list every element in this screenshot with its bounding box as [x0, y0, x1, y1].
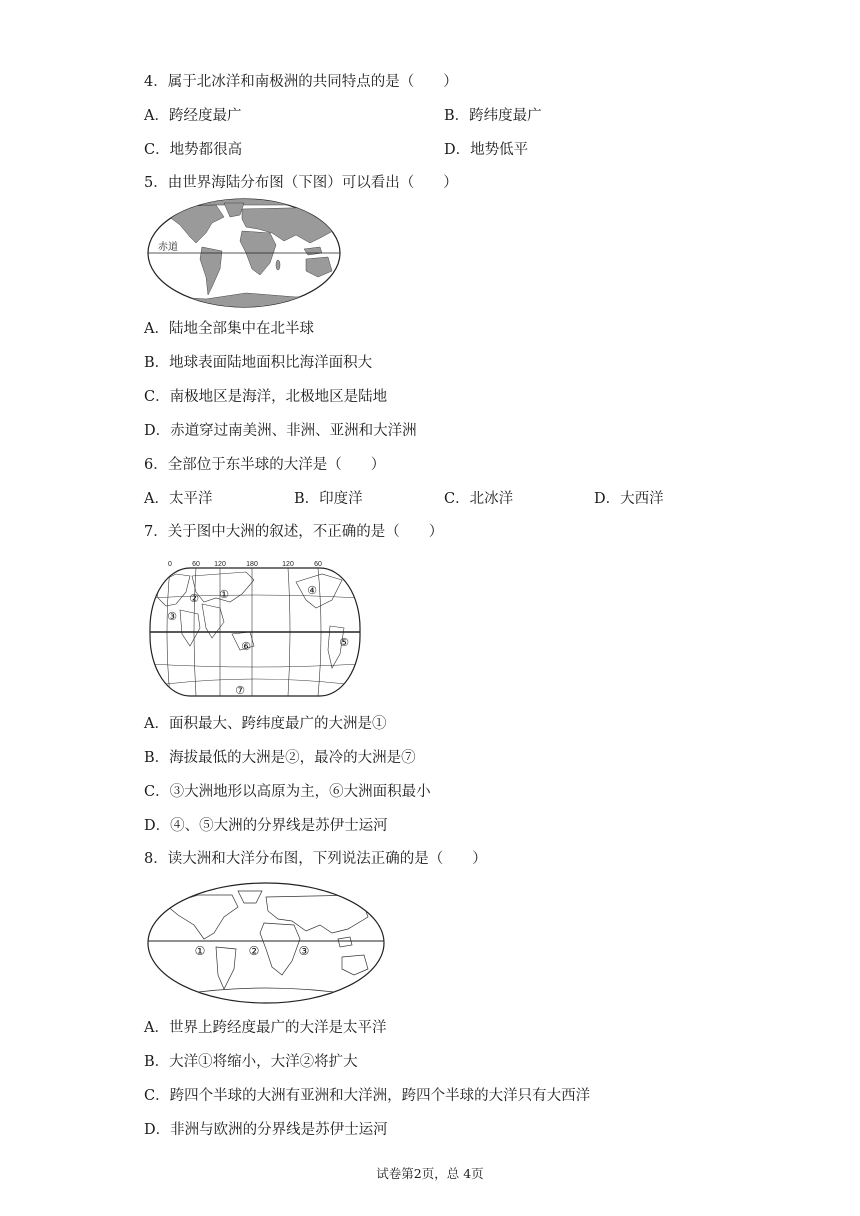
q5-option-d: D．赤道穿过南美洲、非洲、亚洲和大洋洲	[144, 423, 417, 439]
q4-option-d: D．地势低平	[444, 142, 529, 158]
continent-mark: ⑦	[235, 684, 245, 697]
ocean-mark: ③	[298, 944, 310, 958]
q5-option-c: C．南极地区是海洋，北极地区是陆地	[144, 389, 388, 405]
continent-mark: ⑥	[241, 640, 251, 653]
q6-option-d: D．大西洋	[594, 491, 664, 507]
continent-mark: ⑤	[339, 636, 349, 649]
continent-mark: ④	[307, 584, 317, 597]
lon-tick: 60	[192, 561, 200, 568]
q4-option-b: B．跨纬度最广	[444, 108, 542, 124]
q6-stem: 6．全部位于东半球的大洋是（ ）	[144, 457, 386, 473]
q6-option-c: C．北冰洋	[444, 491, 514, 507]
q7-option-b: B．海拔最低的大洲是②，最冷的大洲是⑦	[144, 750, 416, 766]
ocean-mark: ①	[194, 944, 206, 958]
lon-tick: 120	[282, 561, 294, 568]
world-land-sea-map	[146, 197, 342, 309]
continents-oceans-map	[146, 881, 386, 1005]
q8-stem: 8．读大洲和大洋分布图，下列说法正确的是（ ）	[144, 851, 487, 867]
lon-tick: 120	[214, 561, 226, 568]
q6-option-a: A．太平洋	[144, 491, 213, 507]
q7-option-a: A．面积最大、跨纬度最广的大洲是①	[144, 716, 387, 732]
q8-option-d: D．非洲与欧洲的分界线是苏伊士运河	[144, 1122, 388, 1138]
q6-option-b: B．印度洋	[294, 491, 363, 507]
q8-option-b: B．大洋①将缩小，大洋②将扩大	[144, 1054, 358, 1070]
lon-tick: 180	[246, 561, 258, 568]
equator-label: 赤道	[158, 242, 178, 253]
q4-option-c: C．地势都很高	[144, 142, 243, 158]
q7-option-d: D．④、⑤大洲的分界线是苏伊士运河	[144, 818, 388, 834]
q4-option-a: A．跨经度最广	[144, 108, 242, 124]
continent-mark: ②	[189, 592, 199, 605]
q4-stem: 4．属于北冰洋和南极洲的共同特点的是（ ）	[144, 74, 458, 90]
continent-mark: ③	[167, 610, 177, 623]
world-continents-map	[146, 558, 364, 698]
ocean-mark: ②	[248, 944, 260, 958]
page-footer: 试卷第2页，总 4页	[376, 1166, 484, 1181]
q5-option-a: A．陆地全部集中在北半球	[144, 321, 314, 337]
lon-tick: 0	[168, 561, 172, 568]
continent-mark: ①	[219, 588, 229, 601]
q8-option-a: A．世界上跨经度最广的大洋是太平洋	[144, 1020, 387, 1036]
q8-option-c: C．跨四个半球的大洲有亚洲和大洋洲，跨四个半球的大洋只有大西洋	[144, 1088, 591, 1104]
q7-stem: 7．关于图中大洲的叙述，不正确的是（ ）	[144, 524, 444, 540]
q7-option-c: C．③大洲地形以高原为主，⑥大洲面积最小	[144, 784, 431, 800]
q5-stem: 5．由世界海陆分布图（下图）可以看出（ ）	[144, 175, 458, 191]
q5-option-b: B．地球表面陆地面积比海洋面积大	[144, 355, 373, 371]
lon-tick: 60	[314, 561, 322, 568]
